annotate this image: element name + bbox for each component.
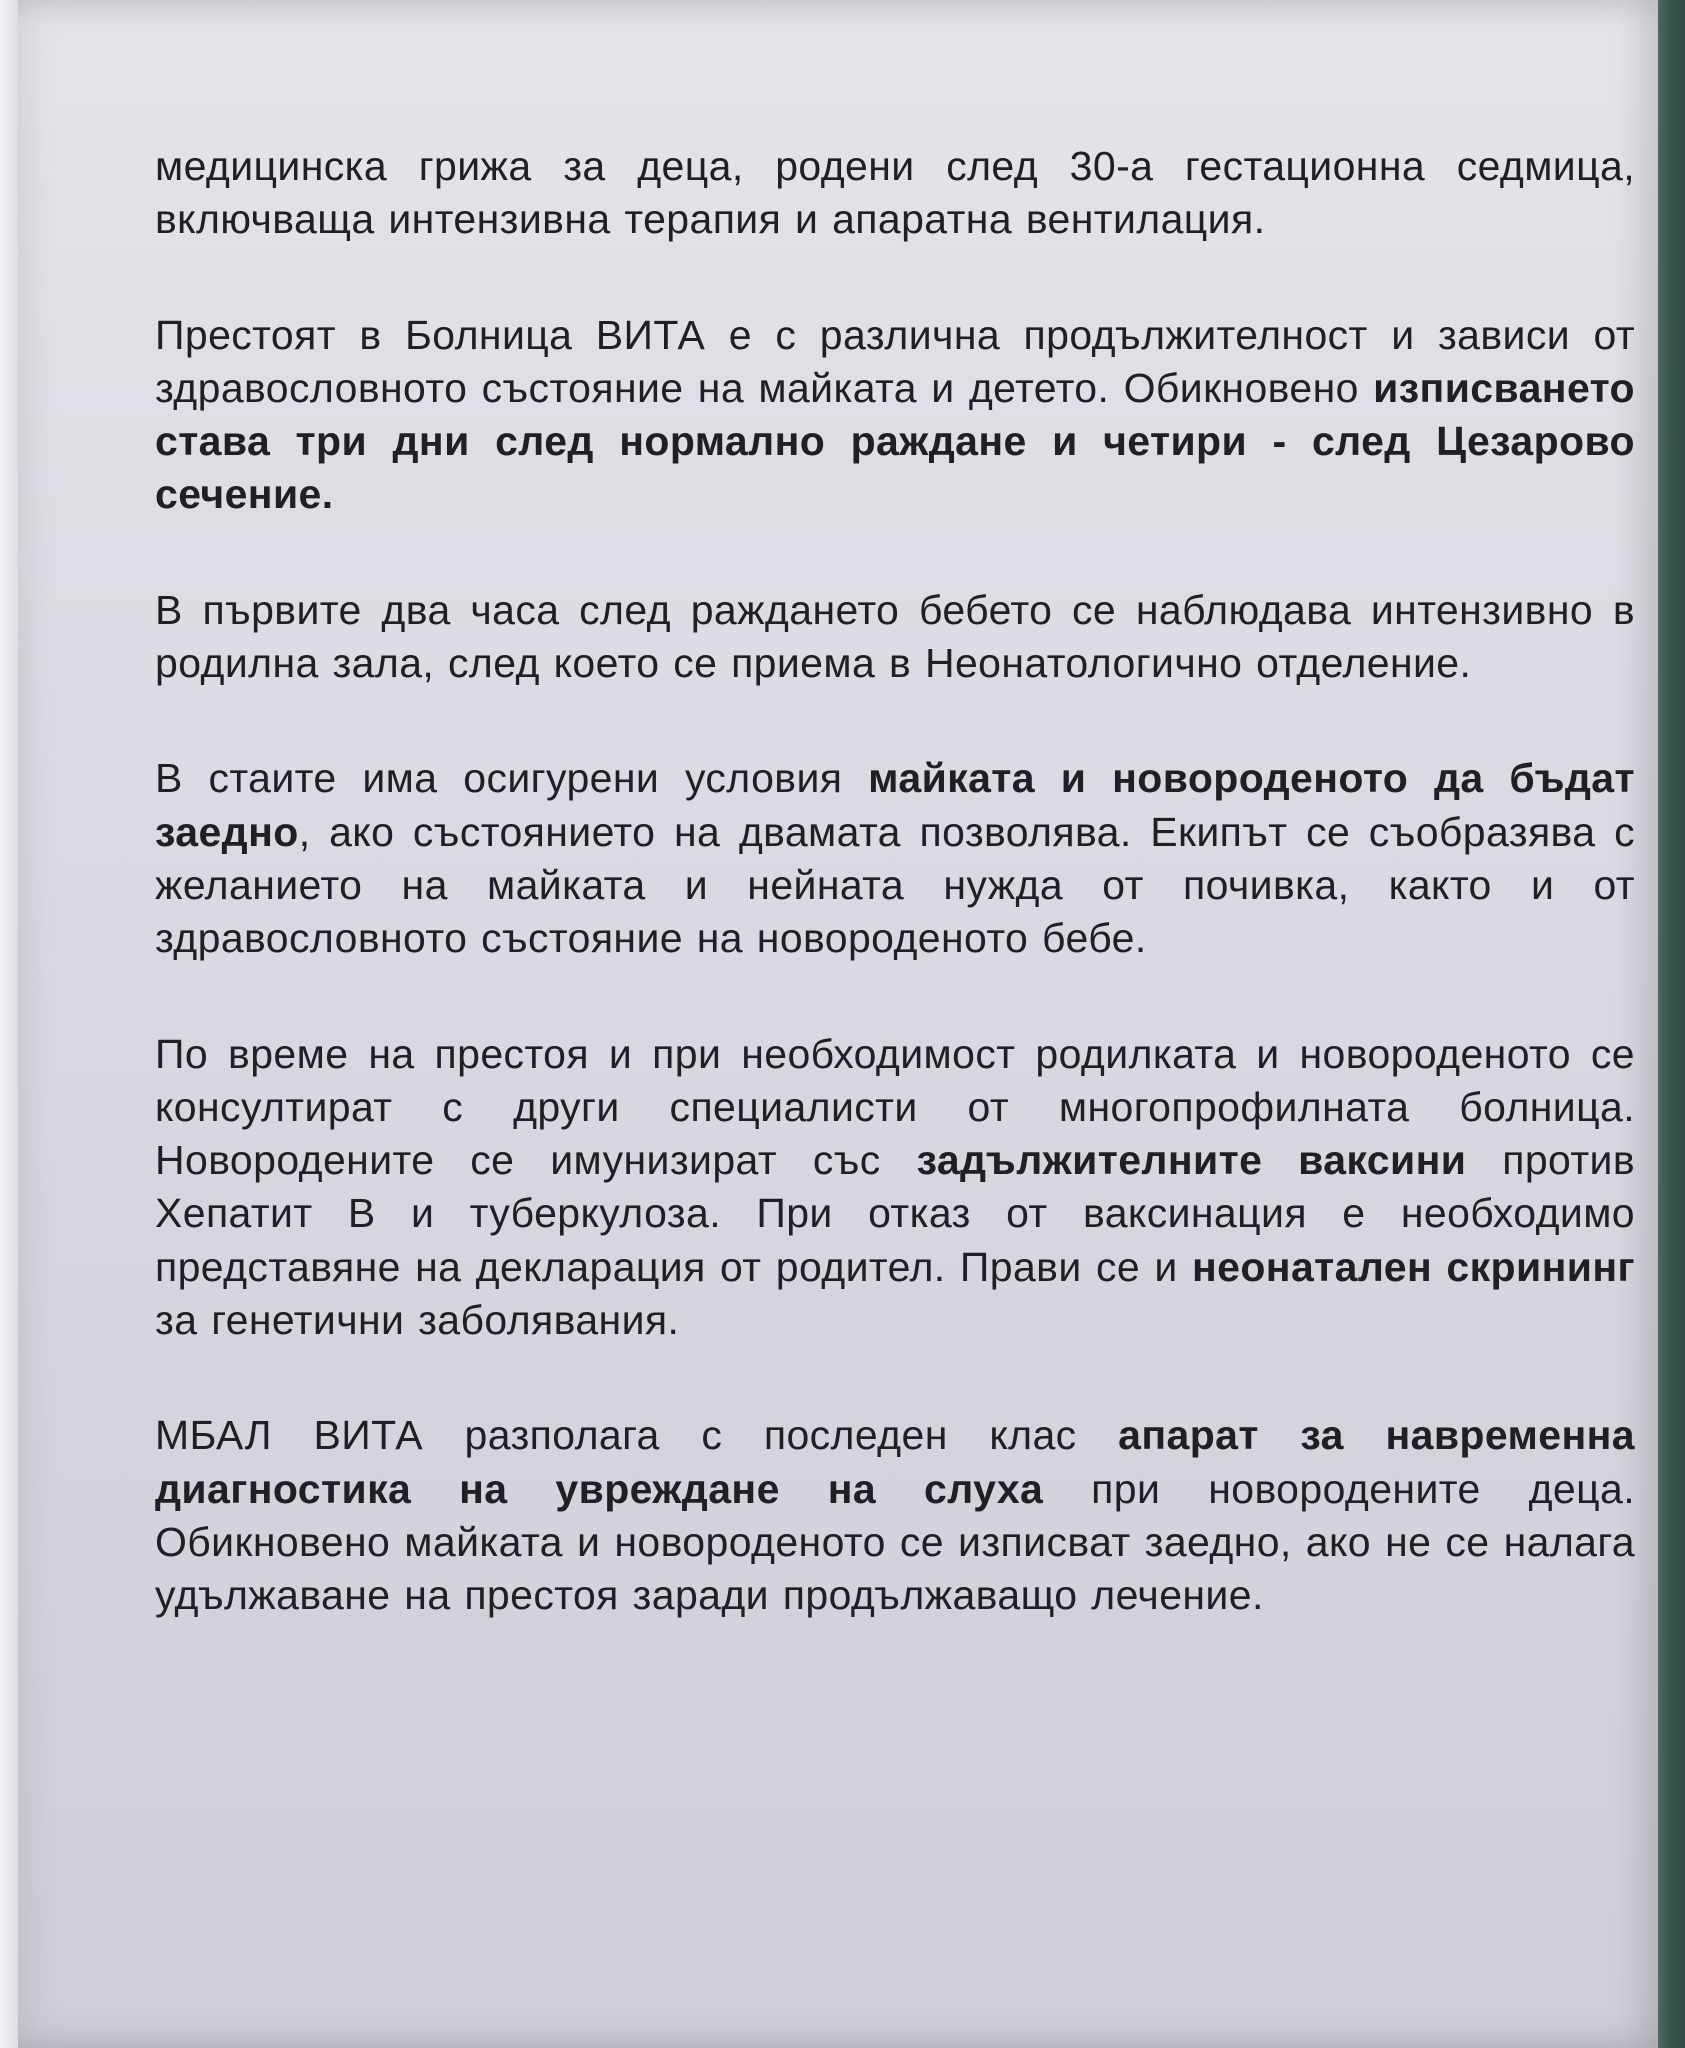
paragraph-text: В стаите има осигурени условия — [155, 755, 869, 802]
paragraph-text: Престоят в Болница ВИТА е с различна продължителност и зависи от здравословното състояние на майката и детето. Обикновено — [155, 311, 1635, 411]
paragraph-text: при новородените деца. Обикновено майката и новороденото се изписват заедно, ако не се налага удължаване на престоя заради продължаващо лечение. — [155, 1465, 1635, 1619]
paragraph-text: за генетични заболявания. — [155, 1297, 680, 1344]
paragraph-emphasis: майката и новороденото да бъдат заедно — [155, 755, 1635, 855]
paragraph-emphasis: задължителните ваксини — [916, 1137, 1467, 1184]
paragraph-text: МБАЛ ВИТА разполага с последен клас — [155, 1412, 1119, 1459]
document-body — [155, 140, 1635, 1685]
paragraph-hearing-screening — [155, 1409, 1635, 1622]
page-fold-edge — [0, 0, 18, 2048]
paragraph-care-scope — [155, 140, 1635, 247]
paragraph-text: , ако състоянието на двамата позволява. Екипът се съобразява с желанието на майката и нейната нужда от почивка, както и от здравословното състояние на новороденото бебе. — [155, 808, 1635, 962]
paragraph-vaccination — [155, 1028, 1635, 1348]
paragraph-text: В първите два часа след раждането бебето се наблюдава интензивно в родилна зала, след което се приема в Неонатологично отделение. — [155, 586, 1635, 687]
paragraph-text: медицинска грижа за деца, родени след 30-а гестационна седмица, включваща интензивна терапия и апаратна вентилация. — [155, 143, 1635, 243]
paragraph-emphasis: изписването става три дни след нормално раждане и четири - след Цезарово сечение. — [155, 364, 1635, 518]
paragraph-text: По време на престоя и при необходимост родилката и новороденото се консултират с други специалисти от многопрофилната болница. Новородените се имунизират със — [155, 1030, 1635, 1184]
paragraph-first-hours — [155, 584, 1635, 691]
paragraph-text: против Хепатит В и туберкулоза. При отказ от ваксинация е необходимо представяне на декларация от родител. Прави се и — [155, 1137, 1636, 1290]
paragraph-emphasis: неонатален скрининг — [1191, 1243, 1635, 1290]
paragraph-rooming-in — [155, 752, 1635, 965]
paragraph-emphasis: апарат за навременна диагностика на увреждане на слуха — [155, 1412, 1635, 1512]
paragraph-stay-duration — [155, 309, 1635, 522]
